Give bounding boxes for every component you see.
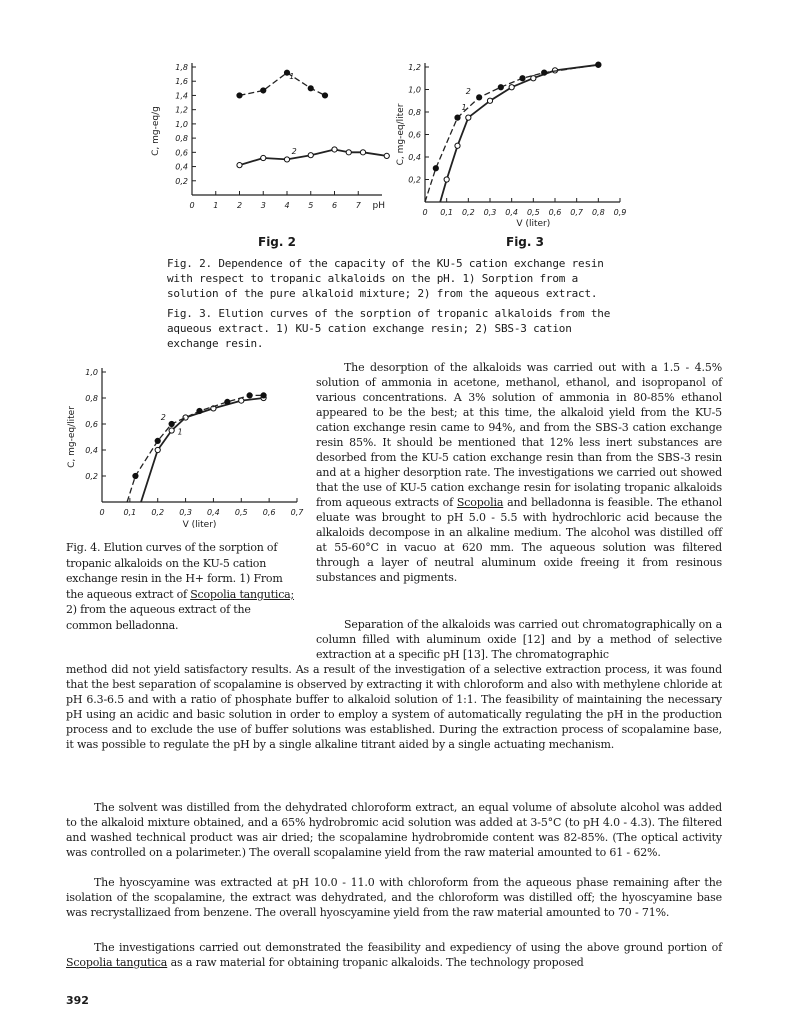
fig4-x-tick-label: 0,5 — [234, 508, 248, 517]
fig4-x-axis-label: V (liter) — [182, 520, 217, 530]
fig2-series-1-line — [240, 73, 326, 96]
para2-head-text: Separation of the alkaloids was carried out chromatographically on a column filled with aluminum oxide [12] and by a method of selective extraction at a specific pH [13]. The chromatographic — [316, 618, 722, 661]
fig2-series-2-point — [308, 153, 313, 158]
fig3-series-1-point — [509, 85, 514, 90]
fig3-x-tick-label: 0,2 — [461, 208, 475, 217]
fig2-y-tick-label: 0,4 — [175, 162, 188, 172]
fig3-x-tick-label: 0,5 — [526, 208, 540, 217]
fig4-y-tick-label: 0,6 — [85, 420, 98, 429]
paragraph-hyoscyamine — [66, 875, 722, 920]
fig3-x-tick-label: 0,1 — [440, 208, 454, 217]
fig4-x-tick-label: 0 — [99, 508, 105, 517]
para5-text-b: as a raw material for obtaining tropanic alkaloids. The technology proposed — [167, 956, 584, 969]
fig4-curve-label: 2 — [160, 413, 166, 423]
fig2-series-2-point — [284, 157, 289, 162]
fig3-label: Fig. 3 — [506, 235, 544, 249]
fig3-x-tick-label: 0,6 — [548, 208, 562, 217]
caption-fig3: Fig. 3. Elution curves of the sorption of tropanic alkaloids from the aqueous extract. 1) KU-5 cation exchange resin; 2) SBS-3 cation exchange resin. — [167, 307, 611, 350]
fig3-y-tick-label: 1,2 — [408, 63, 421, 72]
fig3-x-tick-label: 0,7 — [570, 208, 584, 217]
fig2-series-2-point — [384, 153, 389, 158]
fig3-chart — [396, 55, 645, 230]
figure-2 — [150, 55, 390, 230]
fig3-series-1-line — [440, 65, 598, 202]
para5-text-a: The investigations carried out demonstrated the feasibility and expediency of using the above ground portion of — [94, 941, 722, 954]
fig3-curve-label: 1 — [461, 102, 467, 112]
fig2-series-2-point — [332, 147, 337, 152]
fig4-series-2-point — [225, 399, 230, 404]
para5-species: Scopolia tangutica — [66, 956, 168, 969]
fig2-series-1-point — [237, 93, 242, 98]
fig4-series-2-point — [155, 438, 160, 443]
fig2-series-2-point — [360, 150, 365, 155]
para3-text: The solvent was distilled from the dehydrated chloroform extract, an equal volume of absolute alcohol was added to the alkaloid mixture obtained, and a 65% hydrobromic acid solution was added at 3-5°C (to pH 4.0 - 4.3). The filtered and washed technical product was air dried; the scopalamine hydrobromide content was 82-85%. (The optical activity was controlled on a polarimeter.) The overall scopalamine yield from the raw material amounted to 61 - 62%. — [66, 801, 722, 859]
fig3-y-tick-label: 1,0 — [408, 85, 421, 95]
fig4-y-tick-label: 0,4 — [85, 446, 98, 455]
fig2-x-axis-label: pH — [372, 201, 385, 211]
fig4-x-tick-label: 0,2 — [151, 508, 165, 517]
fig3-x-axis-label: V (liter) — [516, 219, 551, 229]
fig2-x-tick-label: 3 — [260, 201, 266, 210]
caption-fig4-text-1: Fig. 4. Elution curves of the sorption of tropanic alkaloids on the KU-5 cation exchange resin in the H+ form. 1) From the aqueous extract of — [66, 541, 283, 601]
fig2-series-1-point — [308, 86, 313, 91]
para2-rest-text: method did not yield satisfactory results. As a result of the investigation of a selective extraction process, it was found that the best separation of scopalamine is observed by extracting it with chloroform and also with methylene chloride at pH 6.3-6.5 and with a ratio of phosphate buffer to alkaloid solution of 1:1. The feasibility of maintaining the necessary pH using an acidic and basic solution in order to employ a system of automatically regulating the pH in the production process and to exclude the use of buffer solutions was established. During the extraction process of scopalamine base, it was possible to regulate the pH by a single alkaline titrant aided by a single actuating mechanism. — [66, 663, 722, 751]
fig3-x-tick-label: 0 — [422, 208, 428, 217]
fig4-series-2-point — [247, 393, 252, 398]
fig2-curve-label: 2 — [291, 146, 297, 156]
fig4-y-tick-label: 1,0 — [85, 368, 98, 377]
fig3-series-1-point — [487, 98, 492, 103]
fig3-y-tick-label: 0,4 — [408, 153, 421, 162]
fig3-series-2-point — [455, 115, 460, 120]
fig4-series-2-point — [197, 408, 202, 413]
fig4-series-1-point — [155, 447, 160, 452]
fig2-y-tick-label: 1,4 — [175, 91, 188, 101]
fig2-series-1-point — [322, 93, 327, 98]
fig3-series-1-point — [455, 143, 460, 148]
fig2-y-axis-label: C, mg-eq/g — [151, 106, 161, 156]
fig3-x-tick-label: 0,4 — [505, 208, 519, 217]
fig4-series-1-point — [183, 415, 188, 420]
fig4-series-2-point — [169, 421, 174, 426]
paragraph-conclusion — [66, 940, 722, 970]
caption-fig2: Fig. 2. Dependence of the capacity of the KU-5 cation exchange resin with respect to tropanic alkaloids on the pH. 1) Sorption from a solution of the pure alkaloid mixture; 2) from the aqueous extract. — [167, 257, 604, 300]
para1-text-b: and belladonna is feasible. The ethanol eluate was brought to pH 5.0 - 5.5 with hydrochloric acid because the alkaloids decompose in an alkaline medium. The alcohol was distilled off at 55-60°C in vacuo at 620 mm. The aqueous solution was filtered through a layer of neutral aluminum oxide freeing it from resinous substances and pigments. — [316, 496, 722, 584]
fig2-curve-label: 1 — [289, 72, 295, 82]
fig4-series-2-line — [127, 395, 264, 502]
fig2-x-tick-label: 4 — [284, 201, 290, 210]
fig2-y-tick-label: 1,8 — [175, 63, 188, 72]
fig4-x-tick-label: 0,1 — [123, 508, 137, 517]
fig3-y-axis-label: C, mg-eq/liter — [396, 103, 406, 166]
fig3-curve-label: 2 — [465, 87, 471, 96]
fig3-series-1-point — [444, 177, 449, 182]
fig4-x-tick-label: 0,7 — [290, 508, 304, 517]
paragraph-desorption — [316, 360, 722, 585]
fig4-series-2-point — [133, 473, 138, 478]
caption-fig4-text-2: 2) from the aqueous extract of the common belladonna. — [66, 603, 251, 632]
figure-4 — [62, 360, 302, 530]
fig3-x-tick-label: 0,3 — [483, 208, 497, 217]
fig4-series-2-point — [261, 393, 266, 398]
paragraph-separation — [66, 662, 722, 752]
fig3-y-tick-label: 0,2 — [408, 175, 421, 185]
fig2-y-tick-label: 1,2 — [175, 105, 188, 115]
figure-3 — [396, 55, 645, 230]
fig4-y-tick-label: 0,2 — [85, 472, 98, 481]
fig3-series-1-point — [466, 115, 471, 120]
fig3-series-2-point — [596, 62, 601, 67]
fig2-x-tick-label: 6 — [331, 201, 338, 210]
fig3-series-2-point — [498, 85, 503, 90]
fig2-y-tick-label: 1,0 — [175, 119, 188, 129]
fig3-series-2-point — [520, 76, 525, 81]
fig2-label: Fig. 2 — [258, 235, 296, 249]
caption-fig4-species: Scopolia tangutica; — [190, 587, 295, 601]
fig3-y-tick-label: 0,6 — [408, 130, 421, 140]
para4-text: The hyoscyamine was extracted at pH 10.0 - 11.0 with chloroform from the aqueous phase remaining after the isolation of the scopalamine, the extract was dehydrated, and the chloroform was distilled off; the hyoscyamine base was recrystallizaed from benzene. The overall hyoscyamine yield from the raw material amounted to 70 - 71%. — [66, 876, 722, 919]
fig2-series-2-point — [261, 155, 266, 160]
paragraph-separation-head — [316, 617, 722, 662]
fig2-y-tick-label: 0,2 — [175, 176, 188, 186]
para1-genus: Scopolia — [456, 496, 504, 509]
para1-text-a: The desorption of the alkaloids was carried out with a 1.5 - 4.5% solution of ammonia in acetone, methanol, ethanol, and isopropanol of various concentrations. A 3% solution of ammonia in 80-85% ethanol appeared to be the best; at this time, the alkaloid yield from the KU-5 cation exchange resin came to 94%, and from the SBS-3 cation exchange resin 85%. It should be mentioned that 12% less inert substances are desorbed from the KU-5 cation exchange resin than from the SBS-3 resin and at a higher desorption rate. The investigations we carried out showed that the use of KU-5 cation exchange resin for isolating tropanic alkaloids from aqueous extracts of — [316, 361, 722, 509]
caption-fig4 — [66, 540, 298, 633]
fig2-x-tick-label: 5 — [308, 201, 314, 210]
fig2-x-tick-label: 7 — [355, 201, 361, 210]
fig3-series-2-point — [477, 95, 482, 100]
fig3-series-2-point — [433, 166, 438, 171]
fig2-chart — [150, 55, 390, 230]
fig4-chart — [62, 360, 302, 530]
page-number: 392 — [66, 994, 89, 1007]
paragraph-solvent — [66, 800, 722, 860]
fig2-x-tick-label: 0 — [189, 201, 195, 210]
fig4-series-1-point — [169, 428, 174, 433]
fig2-y-tick-label: 0,6 — [175, 148, 188, 158]
fig2-y-tick-label: 1,6 — [175, 77, 188, 87]
fig2-x-tick-label: 2 — [236, 201, 243, 210]
fig4-x-tick-label: 0,4 — [207, 508, 220, 517]
fig2-y-tick-label: 0,8 — [175, 134, 188, 144]
fig3-x-tick-label: 0,8 — [591, 208, 605, 217]
fig3-series-2-point — [542, 70, 547, 75]
fig2-series-1-point — [261, 88, 266, 93]
fig4-x-tick-label: 0,6 — [262, 508, 276, 517]
fig4-y-axis-label: C, mg-eq/liter — [67, 406, 77, 468]
fig2-x-tick-label: 1 — [213, 201, 219, 210]
fig3-x-tick-label: 0,9 — [613, 208, 627, 217]
fig4-y-tick-label: 0,8 — [85, 394, 98, 403]
fig4-x-tick-label: 0,3 — [179, 508, 192, 517]
fig3-y-tick-label: 0,8 — [408, 108, 421, 117]
fig2-series-2-point — [237, 163, 242, 168]
fig4-curve-label: 1 — [177, 427, 183, 437]
fig2-series-2-point — [346, 150, 351, 155]
